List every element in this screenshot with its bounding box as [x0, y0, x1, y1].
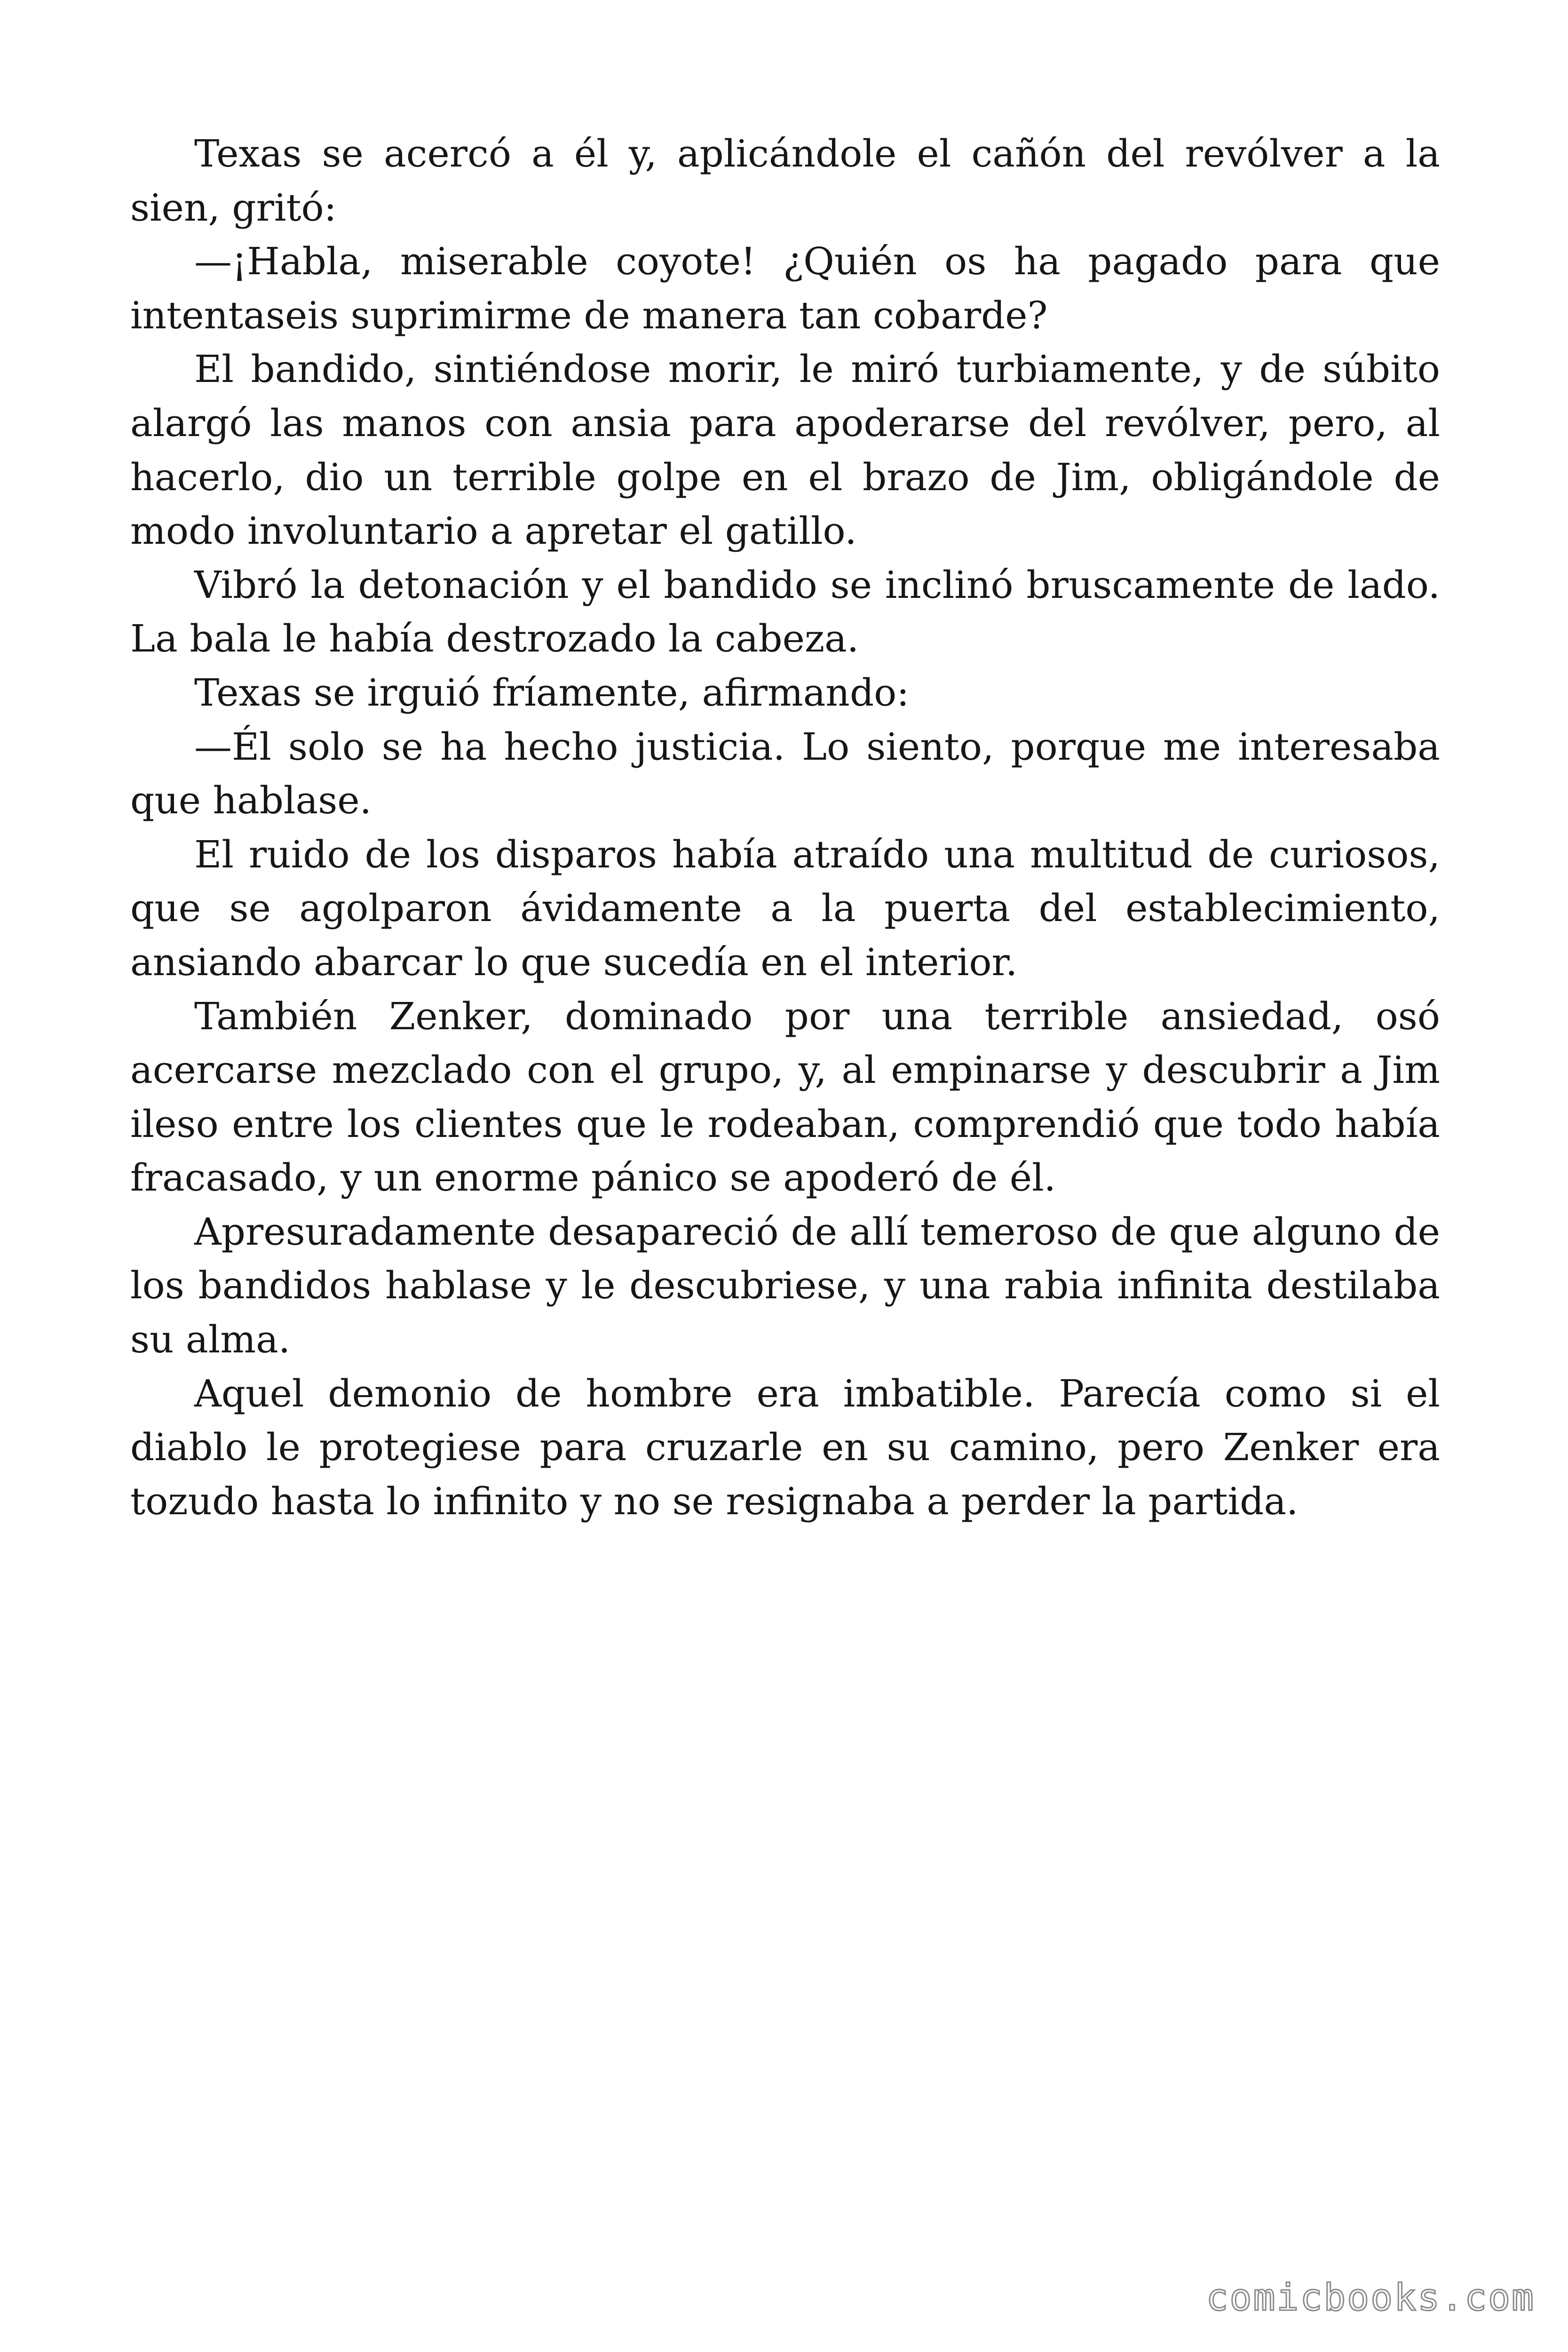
paragraph: Texas se irguió fríamente, afirmando:	[194, 670, 910, 715]
paragraph: El ruido de los disparos había atraído una multitud de curiosos, que se agolparon ávidamente a la puerta del establecimiento, ansiando abarcar lo que sucedía en el interior.	[130, 832, 1440, 984]
body-text	[130, 127, 1440, 1528]
paragraph: También Zenker, dominado por una terrible ansiedad, osó acercarse mezclado con el grupo, y, al empinarse y descubrir a Jim ileso entre los clientes que le rodeaban, comprendió que todo había fracasado, y un enorme pánico se apoderó de él.	[130, 994, 1440, 1200]
paragraph: Apresuradamente desapareció de allí temeroso de que alguno de los bandidos hablase y le descubriese, y una rabia infinita destilaba su alma.	[130, 1209, 1440, 1362]
watermark: comicbooks.com	[1206, 2277, 1535, 2319]
paragraph: Vibró la detonación y el bandido se inclinó bruscamente de lado. La bala le había destrozado la cabeza.	[130, 563, 1440, 661]
paragraph: Aquel demonio de hombre era imbatible. Parecía como si el diablo le protegiese para cruzarle en su camino, pero Zenker era tozudo hasta lo infinito y no se resignaba a perder la partida.	[130, 1371, 1440, 1523]
paragraph: El bandido, sintiéndose morir, le miró turbiamente, y de súbito alargó las manos con ansia para apoderarse del revólver, pero, al hacerlo, dio un terrible golpe en el brazo de Jim, obligándole de modo involuntario a apretar el gatillo.	[130, 347, 1440, 553]
paragraph: —¡Habla, miserable coyote! ¿Quién os ha pagado para que intentaseis suprimirme de manera tan cobarde?	[130, 239, 1440, 337]
paragraph: —Él solo se ha hecho justicia. Lo siento, porque me interesaba que hablase.	[130, 724, 1440, 823]
paragraph: Texas se acercó a él y, aplicándole el cañón del revólver a la sien, gritó:	[130, 132, 1440, 230]
